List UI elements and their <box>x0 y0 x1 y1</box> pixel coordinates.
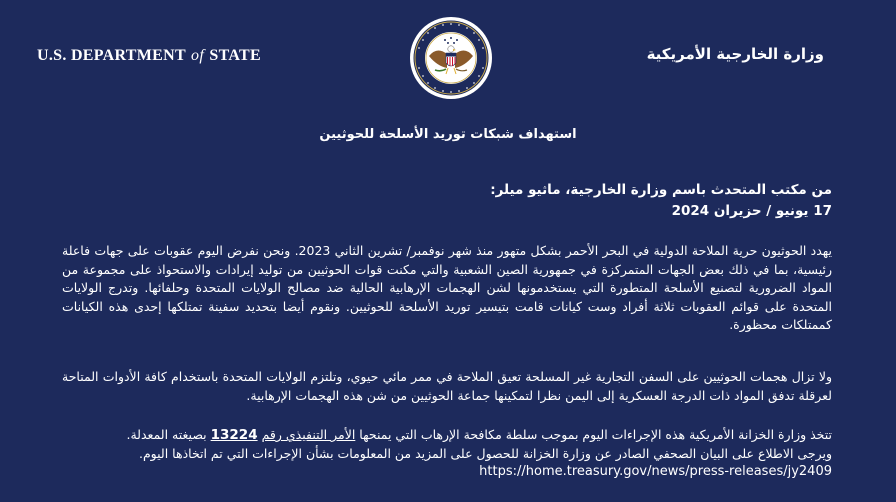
executive-order-link[interactable]: الأمر التنفيذي رقم <box>261 427 356 442</box>
paragraph-2: ولا تزال هجمات الحوثيين على السفن التجارية غير المسلحة تعيق الملاحة في ممر مائي حيوي، وتلتزم الولايات المتحدة باستخدام كافة الأدوات المتاحة لعرقلة تدفق المواد ذات الدرجة العسكرية إلى اليمن نظرا لتمكينها جماعة الحوثيين من شن هذه الهجمات الإرهابية. <box>62 369 832 403</box>
byline-from: من مكتب المتحدث باسم وزارة الخارجية، ماثيو ميلر: <box>490 182 832 198</box>
paragraph-1: يهدد الحوثيون حرية الملاحة الدولية في البحر الأحمر بشكل متهور منذ شهر نوفمبر/ تشرين الثاني 2023. ونحن نفرض اليوم عقوبات على جهات فاعلة رئيسية، بما في ذلك بعض الجهات المتمركزة في جمهورية الصين الشعبية والتي مكنت قوات الحوثيين من توليد إيرادات والاستحواذ على مجموعة من المواد الضرورية لتصنيع الأسلحة المتطورة التي يستخدمونها لشن الهجمات الإرهابية الحالية ضد مصالح الولايات المتحدة وحلفائها. وتدرج الولايات المتحدة على قوائم العقوبات ثلاثة أفراد وست كيانات قامت بتيسير توريد الأسلحة للحوثيين. ونقوم أيضا بتحديد سفينة تمتلكها إحدى هذه الكيانات كممتلكات محظورة. <box>62 243 833 332</box>
paragraph-3 <box>62 426 832 482</box>
department-name-arabic: وزارة الخارجية الأمريكية <box>646 45 824 63</box>
paragraph-3-part1: تتخذ وزارة الخزانة الأمريكية هذه الإجراءات اليوم بموجب سلطة مكافحة الإرهاب التي يمنحها <box>355 427 832 442</box>
byline <box>52 180 832 222</box>
department-of-state-seal-icon <box>409 16 493 100</box>
dept-en-prefix: U.S. DEPARTMENT <box>37 47 186 64</box>
paragraph-3-line2: ويرجى الاطلاع على البيان الصحفي الصادر عن وزارة الخزانة للحصول على المزيد من المعلومات بشأن الإجراءات التي تم اتخاذها اليوم. <box>138 445 832 461</box>
press-release-title: استهداف شبكات توريد الأسلحة للحوثيين <box>319 127 577 142</box>
letterhead <box>0 0 896 115</box>
executive-order-number[interactable]: 13224 <box>210 427 258 443</box>
treasury-press-release-link[interactable]: https://home.treasury.gov/news/press-releases/jy2409 <box>479 464 832 479</box>
dept-en-of: of <box>191 47 205 64</box>
department-name-english <box>37 47 261 65</box>
byline-date: 17 يونيو / حزيران 2024 <box>671 203 832 219</box>
dept-en-suffix: STATE <box>209 47 261 64</box>
paragraph-3-part2: بصيغته المعدلة. <box>126 427 211 442</box>
